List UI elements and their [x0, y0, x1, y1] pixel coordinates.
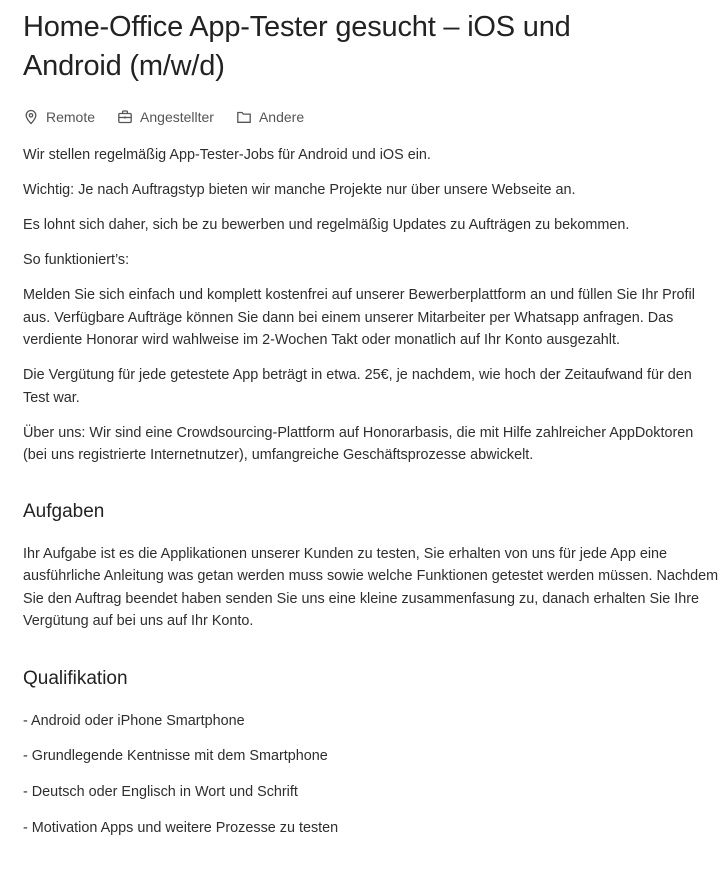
paragraph: So funktioniert’s:: [23, 252, 130, 268]
paragraph: Über uns: Wir sind eine Crowdsourcing-Plattform auf Honorarbasis, die mit Hilfe zahlreicher AppDoktoren (bei uns registrierte Internetnutzer), umfangreiche Geschäftsprozesse abwickelt.: [23, 424, 694, 463]
paragraph: Es lohnt sich daher, sich be zu bewerben und regelmäßig Updates zu Aufträgen zu bekommen.: [23, 217, 630, 233]
meta-category-label: Andere: [258, 109, 305, 125]
location-pin-icon: [23, 109, 39, 125]
meta-location: [23, 109, 95, 125]
paragraph: Die Vergütung für jede getestete App beträgt in etwa. 25€, je nachdem, wie hoch der Zeitaufwand für den Test war.: [23, 367, 692, 406]
paragraph: Wichtig: Je nach Auftragstyp bieten wir manche Projekte nur über unsere Webseite an.: [23, 182, 576, 198]
section-heading-aufgaben: Aufgaben: [23, 500, 105, 522]
job-description: [23, 144, 720, 839]
qualifikation-list: [23, 710, 720, 840]
meta-employment-label: Angestellter: [140, 109, 214, 125]
paragraph: Melden Sie sich einfach und komplett kostenfrei auf unserer Bewerberplattform an und füllen Sie Ihr Profil aus. Verfügbare Aufträge können Sie dann bei einem unserer Mitarbeiter per Whatsapp anfragen. Das verdiente Honorar wird wahlweise im 2-Wochen Takt oder monatlich auf Ihr Konto ausgezahlt.: [23, 287, 695, 348]
meta-location-label: Remote: [46, 109, 96, 125]
folder-icon: [236, 109, 252, 125]
section-heading-qualifikation: Qualifikation: [23, 667, 128, 689]
meta-employment: [117, 109, 214, 125]
list-item: - Grundlegende Kentnisse mit dem Smartphone: [23, 748, 328, 765]
list-item: - Deutsch oder Englisch in Wort und Schrift: [23, 783, 298, 800]
page-title: Home-Office App-Tester gesucht – iOS und Android (m/w/d): [23, 11, 571, 82]
list-item: - Android oder iPhone Smartphone: [23, 712, 245, 729]
aufgaben-text: Ihr Aufgabe ist es die Applikationen unserer Kunden zu testen, Sie erhalten von uns für jede App eine ausführliche Anleitung was getan werden muss sowie welche Funktionen getestet werden müssen. Nachdem Sie den Auftrag beendet haben senden Sie uns eine kleine zusammenfasung zu, danach erhalten Sie Ihre Vergütung auf bei uns auf Ihr Konto.: [23, 545, 719, 629]
paragraph: Wir stellen regelmäßig App-Tester-Jobs für Android und iOS ein.: [23, 147, 431, 163]
job-meta: [23, 106, 720, 128]
list-item: - Motivation Apps und weitere Prozesse zu testen: [23, 819, 339, 836]
meta-category: [236, 109, 304, 125]
briefcase-icon: [117, 109, 133, 125]
